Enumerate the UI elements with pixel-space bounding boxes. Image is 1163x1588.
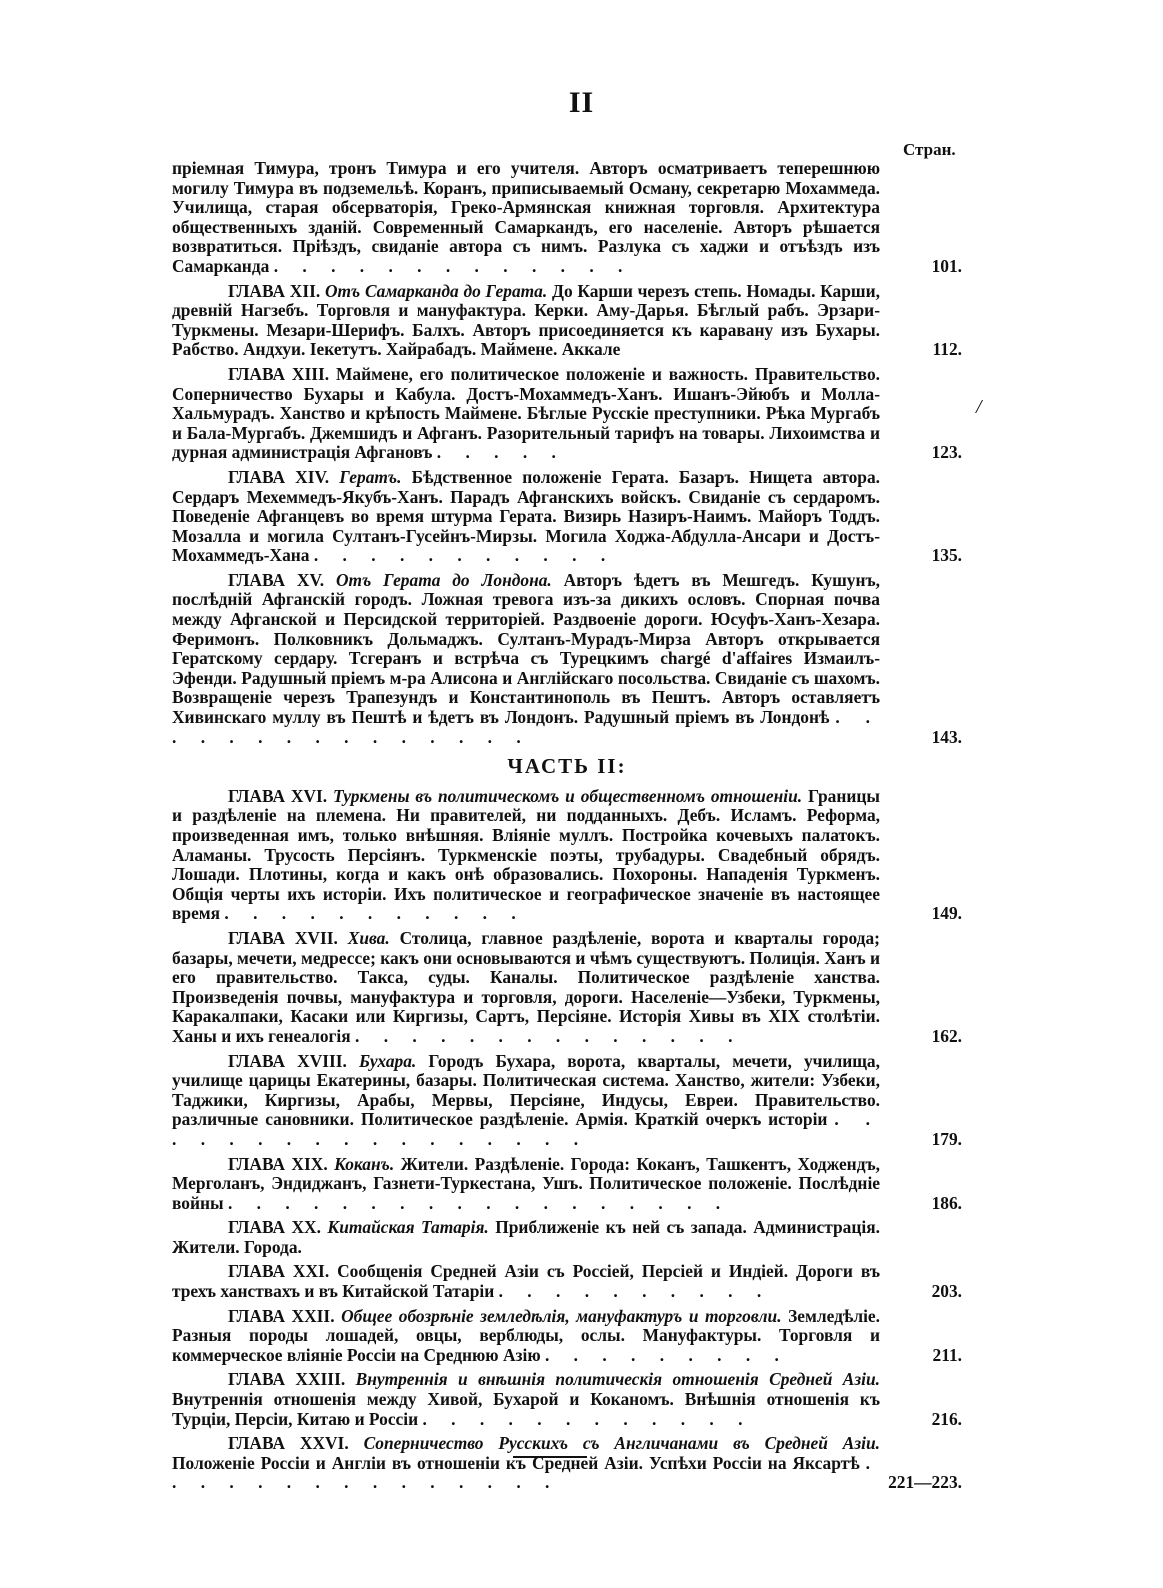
page-reference: 216. [931,1408,962,1429]
toc-entry [172,468,962,566]
toc-entry [172,571,962,747]
chapter-summary: Авторъ ѣдетъ въ Мешгедъ. Кушунъ, послѣдній Афганскій городъ. Ложная тревога изъ-за дикихъ ословъ. Спорная почва между Афганской и Персидской территоріей. Раздвоеніе дороги. Юсуфъ-Ханъ-Хезара. Феримонъ. Полковникъ Дольмаджъ. Султанъ-Мурадъ-Мирза Авторъ открывается Гератскому сердару. Тсгеранъ и встрѣча съ Турецкимъ chargé d'affaires Измаилъ-Эфенди. Радушный пріемъ м-ра Алисона и Англійскаго посольства. Свиданіе съ шахомъ. Возвращеніе черезъ Трапезундъ и Константинополь въ Пештъ. Авторъ оставляетъ Хивинскаго муллу въ Пештѣ и ѣдетъ въ Лондонъ. Радушный пріемъ въ Лондонѣ [172,569,880,728]
chapter-number: ГЛАВА XVI. [228,785,328,806]
chapter-number: ГЛАВА XXVI. [228,1433,349,1454]
leader-dots: . . . . . . . . . . [498,1281,772,1302]
chapter-title: Бухара. [359,1050,417,1071]
toc-entry [172,282,962,360]
toc-part-1 [172,159,962,747]
chapter-summary: Внутреннія отношенія между Хивой, Бухарой и Коканомъ. Внѣшнія отношенія къ Турціи, Персіи, Китаю и Россіи [172,1389,880,1429]
leader-dots: . . . . . . . . . . . [224,903,526,924]
chapter-title: Общее обозрѣніе земледѣлія, мануфактуръ и торговли. [341,1305,782,1326]
chapter-title: Хива. [347,927,390,948]
leader-dots: . . . . . . . . . . . . . [273,255,633,276]
toc-entry [172,159,962,277]
leader-dots: . . . . . . . . . . . . . . . . . [172,1109,880,1149]
part-heading: ЧАСТЬ II: [507,754,627,779]
leader-dots: . . . . . . . . . . . [313,545,616,566]
chapter-number: ГЛАВА XXI. [228,1261,330,1282]
chapter-number: ГЛАВА XIV. [228,466,330,487]
chapter-number: ГЛАВА XXIII. [228,1369,346,1390]
chapter-summary: Земледѣліе. Разныя породы лошадей, овцы, верблюды, ослы. Мануфактуры. Торговля и коммерческое вліяніе Россіи на Среднюю Азію [172,1305,880,1365]
toc-entry [172,365,962,463]
page-number: II [568,86,595,119]
chapter-number: ГЛАВА XVIII. [228,1050,347,1071]
chapter-summary: Столица, главное раздѣленіе, ворота и кварталы города; базары, мечети, медрессе; какъ они основываются и чѣмъ существуютъ. Полиція. Ханъ и его правительство. Такса, суды. Каналы. Политическое раздѣленіе ханства. Произведенія почвы, мануфактура и торговля, дороги. Населеніе—Узбеки, Туркмены, Каракалпаки, Касаки или Киргизы, Сартъ, Персіяне. Исторія Хивы въ XIX столѣтіи. Ханы и ихъ генеалогія [172,927,880,1046]
chapter-summary: Жители. Раздѣленіе. Города: Коканъ, Ташкентъ, Ходжендъ, Мерголанъ, Эндиджанъ, Газнети-Туркестана, Ушъ. Политическое положеніе. Послѣдніе войны [172,1153,880,1213]
page-reference: 143. [931,726,962,747]
toc-entry [172,787,962,924]
toc-entry [172,1155,962,1214]
table-of-contents [172,159,962,1498]
page-reference: 186. [931,1192,962,1213]
chapter-number: ГЛАВА XVII. [228,927,338,948]
leader-dots: . . . . . . . . . . . . [422,1408,753,1429]
chapter-summary: Городъ Бухара, ворота, кварталы, мечети, училища, училище царицы Екатерины, базары. Политическая система. Ханство, жители: Узбеки, Таджики, Киргизы, Арабы, Мервы, Персіяне, Индусы, Евреи. Правительство. различные сановники. Политическое раздѣленіе. Армія. Краткій очеркъ исторіи [172,1050,880,1130]
page-reference: 162. [931,1025,962,1046]
chapter-title: Китайская Татарія. [327,1217,489,1238]
chapter-summary: Положеніе Россіи и Англіи въ отношеніи къ Средней Азіи. Успѣхи Россіи на Яксартѣ [172,1452,860,1473]
chapter-summary: Бѣдственное положеніе Герата. Базаръ. Нищета автора. Сердаръ Мехеммедъ-Якубъ-Ханъ. Парадъ Афганскихъ войскъ. Свиданіе съ сердаромъ. Поведеніе Афганцевъ во время штурма Герата. Визирь Назиръ-Наимъ. Майоръ Тоддъ. Мозалла и могила Султанъ-Гусейнъ-Мирзы. Могила Ходжа-Абдулла-Ансари и Достъ-Мохаммедъ-Хана [172,466,880,566]
toc-entry [172,1262,962,1301]
toc-entry [172,1307,962,1366]
margin-pencil-mark: / [976,396,982,418]
page-reference: 203. [931,1281,962,1302]
chapter-title: Соперничество Русскихъ съ Англичанами въ Средней Азіи. [363,1433,880,1454]
chapter-number: ГЛАВА XV. [228,569,325,590]
toc-entry [172,1434,962,1493]
toc-entry [172,929,962,1047]
page-reference: 149. [931,903,962,924]
chapter-number: ГЛАВА XIX. [228,1153,328,1174]
chapter-summary: Маймене, его политическое положеніе и важность. Правительство. Соперничество Бухары и Кабула. Достъ-Мохаммедъ-Ханъ. Ишанъ-Эйюбъ и Молла-Хальмурадъ. Ханство и крѣпость Маймене. Бѣглые Русскіе преступники. Рѣка Мургабъ и Бала-Мургабъ. Джемшидъ и Афганъ. Разорительный тарифъ на товары. Лихоимства и дурная администрація Афгановъ [172,363,880,463]
toc-part-2 [172,787,962,1493]
chapter-title: Туркмены въ политическомъ и общественномъ отношеніи. [333,785,803,806]
pages-column-label: Стран. [903,140,956,159]
chapter-number: ГЛАВА XXII. [228,1305,335,1326]
leader-dots: . . . . . . . . . . . . . . [355,1025,743,1046]
chapter-title: Отъ Самарканда до Герата. [324,280,548,301]
chapter-summary: До Карши черезъ степь. Номады. Карши, древній Нагзебъ. Торговля и мануфактура. Керки. Аму-Дарья. Бѣглый рабъ. Эрзари-Туркмены. Мезари-Шерифъ. Балхъ. Авторъ присоединяется къ каравану изъ Бухары. Рабство. Андхуи. Іекетутъ. Хайрабадъ. Маймене. Аккале [172,280,880,360]
page-reference: 221—223. [888,1472,962,1493]
chapter-title: Внутреннія и внѣшнія политическія отношенія Средней Азіи. [355,1369,880,1390]
chapter-summary: Границы и раздѣленіе на племена. Ни правителей, ни подданныхъ. Дебъ. Исламъ. Реформа, произведенная имъ, только внѣшняя. Вліяніе муллъ. Постройка кочевыхъ палатокъ. Аламаны. Трусость Персіянъ. Туркменскіе поэты, трубадуры. Свадебный обрядъ. Лошади. Плотины, когда и какъ онѣ образовались. Похороны. Нападенія Туркменъ. Общія черты ихъ исторіи. Ихъ политическое и географическое значеніе въ настоящее время [172,785,880,924]
leader-dots: . . . . . . . . . . . . . . . . . . [227,1192,731,1213]
page-reference: 101. [931,255,962,276]
chapter-number: ГЛАВА XX. [228,1217,321,1238]
toc-entry [172,1052,962,1150]
page-reference: 123. [931,442,962,463]
chapter-title: Гератъ. [339,466,402,487]
page-reference: 179. [931,1128,962,1149]
toc-entry [172,1370,962,1429]
leader-dots: . . . . . [436,442,566,463]
leader-dots: . . . . . . . . . . . . . . . [172,1452,880,1493]
chapter-title: Коканъ. [334,1153,395,1174]
chapter-summary: Приближеніе къ ней съ запада. Администрація. Жители. Города. [172,1217,880,1257]
chapter-summary: Сообщенія Средней Азіи съ Россіей, Персіей и Индіей. Дороги въ трехъ ханствахъ и въ Китайской Татаріи [172,1261,880,1302]
chapter-number: ГЛАВА XII. [228,280,321,301]
leader-dots: . . . . . . . . . [544,1344,789,1365]
leader-dots: . . . . . . . . . . . . . . . [172,707,880,747]
page-reference: 211. [932,1344,962,1365]
page-reference: 112. [932,339,962,360]
chapter-summary: пріемная Тимура, тронъ Тимура и его учителя. Авторъ осматриваетъ теперешнюю могилу Тимура въ подземельѣ. Коранъ, приписываемый Осману, секретарю Мохаммеда. Училища, старая обсерваторія, Греко-Армянская книжная торговля. Архитектура общественныхъ зданій. Современный Самаркандъ, его населеніе. Авторъ рѣшается возвратиться. Пріѣздъ, свиданіе автора съ нимъ. Разлука съ хаджи и отъѣздъ изъ Самарканда [172,158,880,276]
closing-rule [513,1456,587,1458]
chapter-number: ГЛАВА XIII. [228,363,330,384]
page-reference: 135. [931,545,962,566]
toc-entry [172,1218,962,1257]
chapter-title: Отъ Герата до Лондона. [335,569,552,590]
